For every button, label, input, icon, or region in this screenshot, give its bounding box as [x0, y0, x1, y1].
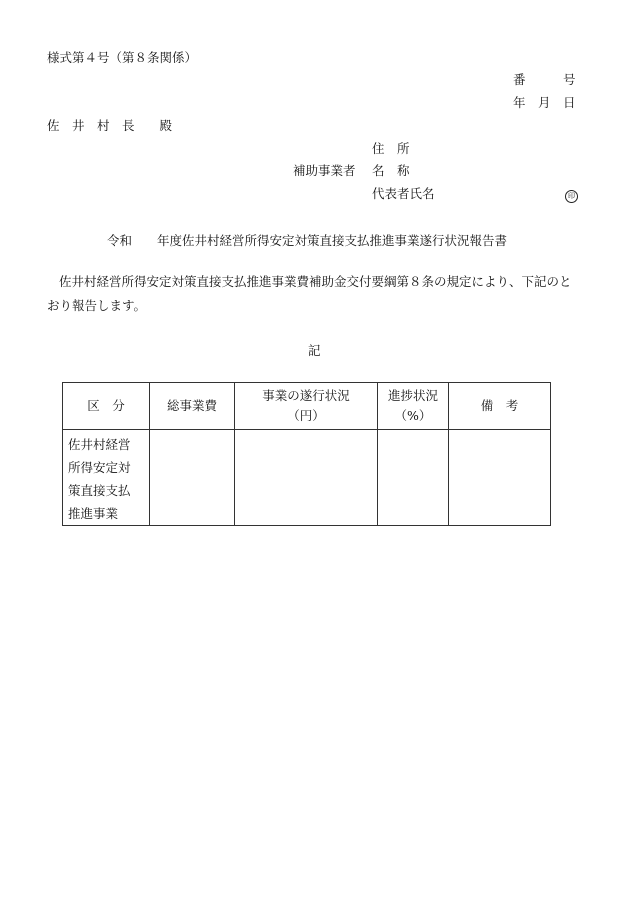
ki-heading: 記 [308, 343, 321, 358]
category-line: 所得安定対 [68, 460, 131, 475]
header-remarks: 備 考 [449, 383, 551, 430]
header-category: 区 分 [63, 383, 150, 430]
header-progress-amount-line2: （円） [287, 408, 325, 423]
header-progress-rate [378, 383, 449, 430]
applicant-name-label: 名 称 [372, 163, 410, 178]
table-row [63, 430, 551, 526]
category-line: 推進事業 [68, 506, 119, 521]
cell-total-cost [150, 430, 235, 526]
cell-category [63, 430, 150, 526]
report-table [62, 382, 551, 526]
date-label: 年 月 日 [513, 95, 576, 110]
category-line: 策直接支払 [68, 483, 131, 498]
header-progress-amount-line1: 事業の遂行状況 [262, 388, 350, 403]
header-total-cost: 総事業費 [150, 383, 235, 430]
seal-mark [565, 186, 578, 203]
category-line: 佐井村経営 [68, 437, 131, 452]
form-number: 様式第４号（第８条関係） [47, 50, 198, 65]
body-text: 佐井村経営所得安定対策直接支払推進事業費補助金交付要綱第８条の規定により、下記のとおり報告します。 [47, 274, 572, 313]
header-progress-amount [235, 383, 378, 430]
addressee: 佐 井 村 長 殿 [47, 118, 173, 133]
header-progress-rate-line1: 進捗状況 [387, 388, 438, 403]
cell-progress-amount [235, 430, 378, 526]
cell-remarks [449, 430, 551, 526]
applicant-role-label: 補助事業者 [293, 163, 356, 178]
applicant-representative-label: 代表者氏名 [372, 186, 435, 201]
seal-icon: 印 [565, 190, 578, 203]
table-header-row [63, 383, 551, 430]
header-progress-rate-line2: （%） [394, 408, 432, 423]
document-number-label: 番 号 [513, 72, 576, 87]
applicant-address-label: 住 所 [372, 141, 410, 156]
cell-progress-rate [378, 430, 449, 526]
document-title: 令和 年度佐井村経営所得安定対策直接支払推進事業遂行状況報告書 [107, 233, 508, 248]
